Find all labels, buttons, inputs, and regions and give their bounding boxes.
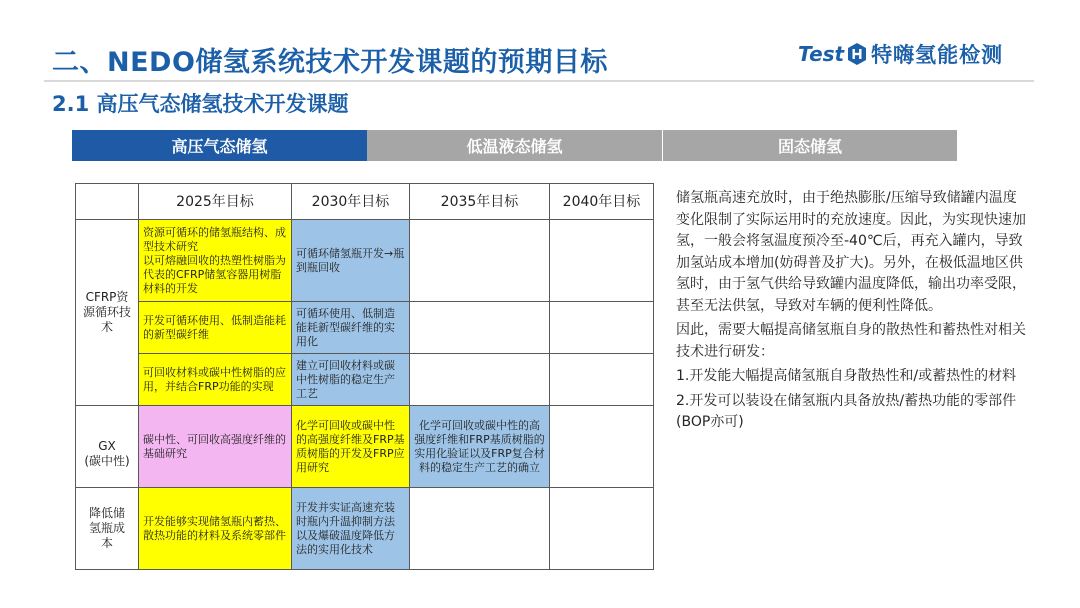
row-group-gx [76, 406, 139, 488]
table-cell: 资源可循环的储氢瓶结构、成型技术研究 以可熔融回收的热塑性树脂为代表的CFRP储氢容器用树脂材料的开发 [139, 220, 292, 302]
table-cell: 化学可回收或碳中性的高强度纤维和FRP基质树脂的实用化验证以及FRP复合材料的稳定生产工艺的确立 [410, 406, 550, 488]
header-2035: 2035年目标 [410, 184, 550, 220]
table-header-row [76, 184, 654, 220]
table-cell: 开发能够实现储氢瓶内蓄热、散热功能的材料及系统零部件 [139, 488, 292, 570]
header-2025: 2025年目标 [139, 184, 292, 220]
row-group-label: GX (碳中性) [84, 439, 130, 468]
paragraph-background: 储氢瓶高速充放时，由于绝热膨胀/压缩导致储罐内温度变化限制了实际运用时的充放速度。因此，为实现快速加氢，一般会将氢温度预冷至-40℃后，再充入罐内，导致加氢站成本增加(妨碍普及扩大)。另外，在极低温地区供氢时，由于氢气供给导致罐内温度降低，输出功率受限，甚至无法供氢，导致对车辆的便利性降低。 [676, 190, 1026, 314]
storage-type-tabs [72, 130, 957, 161]
table-cell: 化学可回收或碳中性的高强度纤维及FRP基质树脂的开发及FRP应用研究 [292, 406, 410, 488]
tab-cryogenic-liquid[interactable]: 低温液态储氢 [367, 130, 662, 161]
table-cell [550, 302, 654, 354]
description-text [676, 188, 1028, 437]
table-cell [410, 220, 550, 302]
row-group-label: 降低储氢瓶成本 [88, 506, 125, 550]
tab-high-pressure-gas[interactable]: 高压气态储氢 [72, 130, 367, 161]
table-cell [410, 488, 550, 570]
table-cell [550, 488, 654, 570]
table-row [76, 302, 654, 354]
table-row [76, 488, 654, 570]
paragraph-intro: 因此，需要大幅提高储氢瓶自身的散热性和蓄热性对相关技术进行研发： [676, 322, 1026, 360]
header-corner [76, 184, 139, 220]
table-cell: 建立可回收材料或碳中性树脂的稳定生产工艺 [292, 354, 410, 406]
table-cell: 开发并实证高速充装时瓶内升温抑制方法以及爆破温度降低方法的实用化技术 [292, 488, 410, 570]
header-2040: 2040年目标 [550, 184, 654, 220]
table-row [76, 406, 654, 488]
page-title: 二、NEDO储氢系统技术开发课题的预期目标 [52, 47, 608, 78]
table-cell: 碳中性、可回收高强度纤维的基础研究 [139, 406, 292, 488]
table-cell: 可循环使用、低制造能耗新型碳纤维的实用化 [292, 302, 410, 354]
table-row [76, 354, 654, 406]
table-cell: 可回收材料或碳中性树脂的应用，并结合FRP功能的实现 [139, 354, 292, 406]
table-cell [550, 406, 654, 488]
table-cell [550, 354, 654, 406]
logo-test-text: Test [798, 42, 845, 66]
row-group-label: CFRP资源循环技术 [82, 290, 131, 334]
table-row [76, 220, 654, 302]
brand-logo [798, 38, 1003, 70]
paragraph-item-1: 1.开发能大幅提高储氢瓶自身散热性和/或蓄热性的材料 [676, 368, 1017, 384]
table-cell [410, 302, 550, 354]
table-cell [410, 354, 550, 406]
table-cell: 可循环储氢瓶开发→瓶到瓶回收 [292, 220, 410, 302]
table-cell [550, 220, 654, 302]
row-group-cfrp [76, 220, 139, 406]
goals-table [75, 183, 654, 570]
table-cell: 开发可循环使用、低制造能耗的新型碳纤维 [139, 302, 292, 354]
header-divider [44, 80, 1034, 82]
section-subtitle: 2.1 高压气态储氢技术开发课题 [52, 92, 349, 116]
tab-solid-state[interactable]: 固态储氢 [662, 130, 957, 161]
paragraph-item-2: 2.开发可以装设在储氢瓶内具备放热/蓄热功能的零部件(BOP亦可) [676, 392, 1017, 430]
header-2030: 2030年目标 [292, 184, 410, 220]
logo-company-name: 特嗨氢能检测 [871, 43, 1004, 67]
row-group-cost [76, 488, 139, 570]
hydrogen-logo-icon [846, 42, 868, 66]
